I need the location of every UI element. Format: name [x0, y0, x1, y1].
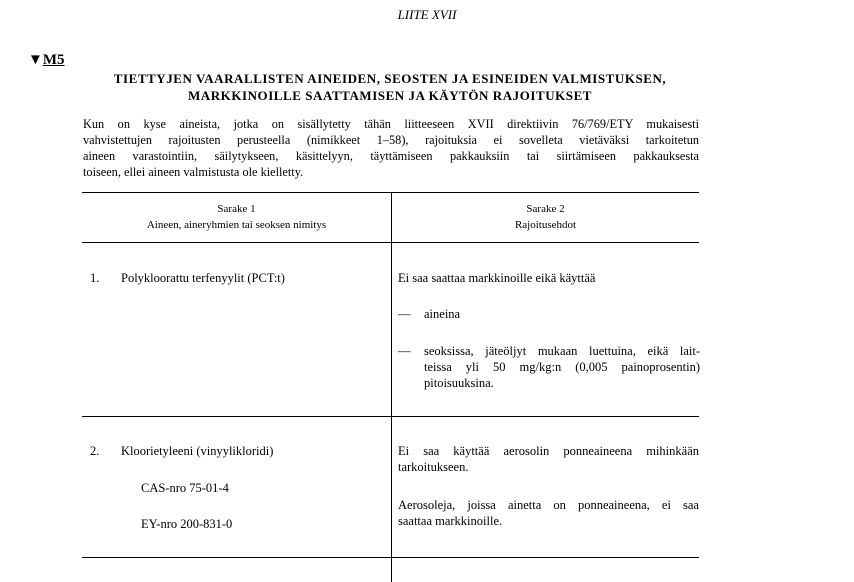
column-header-1 [82, 201, 391, 233]
condition-line: teissa yli 50 mg/kg:n (0,005 painoprosentin) [424, 360, 700, 374]
condition-line: seoksissa, jäteöljyt mukaan luettuina, eikä lait- [424, 344, 700, 358]
table-column-divider [391, 192, 392, 582]
condition-text [398, 443, 699, 475]
ec-number: EY-nro 200-831-0 [141, 517, 233, 531]
condition-line: saattaa markkinoille. [398, 514, 503, 528]
column-2-title: Sarake 2 [526, 203, 565, 215]
column-1-title: Sarake 1 [217, 203, 256, 215]
cas-number: CAS-nro 75-01-4 [141, 481, 229, 495]
intro-line: aineen varastointiin, säilytykseen, käsittelyyn, täyttämiseen pakkauksiin tai siirtämiseen pakkauksesta [83, 149, 699, 163]
annex-heading [82, 70, 698, 104]
condition-bullet [424, 343, 700, 391]
condition-line: Ei saa käyttää aerosolin ponneaineena mihinkään [398, 444, 699, 458]
dash-marker: — [398, 307, 411, 321]
condition-text [398, 497, 699, 529]
substance-name: Kloorietyleeni (vinyylikloridi) [121, 444, 274, 458]
column-2-subtitle: Rajoitusehdot [514, 219, 577, 231]
row-number: 1. [90, 271, 100, 285]
annex-title: LIITE XVII [397, 7, 457, 22]
amendment-arrow-icon: ▼ [28, 52, 43, 68]
amendment-marker [28, 52, 65, 69]
condition-text: Ei saa saattaa markkinoille eikä käyttää [398, 271, 596, 285]
row-number: 2. [90, 444, 100, 458]
column-1-subtitle: Aineen, aineryhmien tai seoksen nimitys [146, 219, 327, 231]
condition-line: pitoisuuksina. [424, 376, 494, 390]
intro-line: toiseen, ellei aineen valmistusta ole kielletty. [83, 165, 304, 179]
substance-name: Polykloorattu terfenyylit (PCT:t) [121, 271, 285, 285]
heading-line: MARKKINOILLE SAATTAMISEN JA KÄYTÖN RAJOITUKSET [187, 88, 593, 103]
heading-line: TIETTYJEN VAARALLISTEN AINEIDEN, SEOSTEN JA ESINEIDEN VALMISTUKSEN, [113, 71, 667, 86]
dash-marker: — [398, 344, 411, 358]
condition-line: tarkoitukseen. [398, 460, 469, 474]
intro-paragraph [83, 116, 699, 180]
amendment-code: M5 [42, 52, 65, 68]
intro-line: Kun on kyse aineista, jotka on sisällytetty tähän liitteeseen XVII direktiivin 76/769/ETY mukaisesti [83, 117, 699, 131]
intro-line: vahvistettujen rajoitusten perusteella (nimikkeet 1–58), rajoituksia ei sovelleta vietäväksi tarkoitetun [83, 133, 699, 147]
column-header-2 [392, 201, 699, 233]
condition-line: Aerosoleja, joissa ainetta on ponneaineena, ei saa [398, 498, 699, 512]
condition-bullet: aineina [424, 307, 461, 321]
